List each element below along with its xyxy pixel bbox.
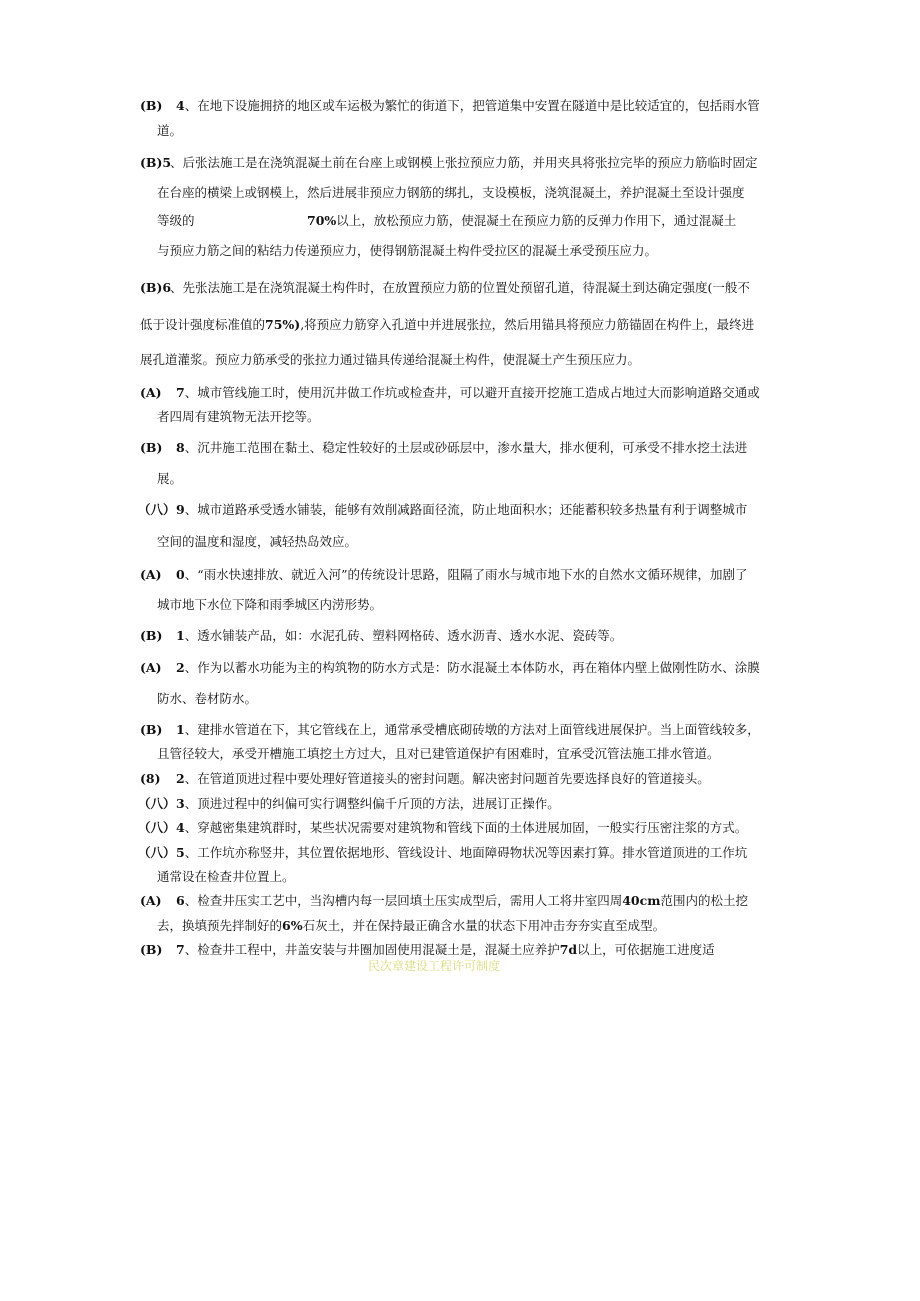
- item-line: 4、在地下设施拥挤的地区或车运极为繁忙的街道下，把管道集中安置在隧道中是比较适宜的，包括雨水管: [176, 98, 760, 113]
- item-line: 3、顶进过程中的纠偏可实行调整纠偏千斤顶的方法，进展订正操作。: [176, 796, 560, 811]
- item-line: 70%以上，放松预应力筋，使混凝土在预应力筋的反弹力作用下，通过混凝土: [307, 213, 737, 228]
- item-line: 低于设计强度标准值的75%),将预应力筋穿入孔道中并进展张拉，然后用锚具将预应力筋锚固在构件上，最终进: [140, 317, 755, 332]
- item-line: 去，换填预先拌制好的6%石灰土，并在保持最正确含水量的状态下用冲击夯夯实直至成型。: [157, 918, 666, 933]
- item-marker: (B): [140, 440, 163, 455]
- item-marker: (A): [140, 893, 162, 908]
- item-line: 与预应力筋之间的粘结力传递预应力，使得钢筋混凝土构件受拉区的混凝土承受预压应力。: [157, 243, 658, 258]
- bold-value: 70%: [307, 213, 337, 228]
- item-line: 城市地下水位下降和雨季城区内涝形势。: [157, 597, 383, 612]
- item-line: 展。: [157, 471, 183, 486]
- item-line: 1、建排水管道在下，其它管线在上，通常承受槽底砌砖墩的方法对上面管线进展保护。当上面管线较多，: [176, 722, 760, 737]
- item-marker: (B): [140, 98, 163, 113]
- item-line: 道。: [157, 123, 183, 138]
- item-line: 等级的: [157, 213, 195, 228]
- item-number: 5: [176, 845, 185, 860]
- item-number: 6: [176, 893, 185, 908]
- item-line: 4、穿越密集建筑群时，某些状况需要对建筑物和管线下面的土体进展加固，一般实行压密注浆的方式。: [176, 820, 748, 835]
- item-line: 0、“雨水快速排放、就近入河”的传统设计思路，阻隔了雨水与城市地下水的自然水文循环规律，加剧了: [176, 567, 748, 582]
- item-line: 通常设在检查井位置上。: [157, 869, 295, 884]
- item-line: 空间的温度和湿度，减轻热岛效应。: [157, 534, 358, 549]
- item-line: 2、作为以蓄水功能为主的构筑物的防水方式是：防水混凝土本体防水，再在箱体内壁上做刚性防水、涂膜: [176, 660, 760, 675]
- item-marker: (B): [140, 722, 163, 737]
- item-line: 者四周有建筑物无法开挖等。: [157, 409, 320, 424]
- item-line: 1、透水铺装产品，如：水泥孔砖、塑料网格砖、透水沥青、透水水泥、瓷砖等。: [176, 628, 623, 643]
- item-line: 5、工作坑亦称竖井，其位置依据地形、管线设计、地面障碍物状况等因素打算。排水管道顶进的工作坑: [176, 845, 748, 860]
- item-number: 1: [176, 722, 185, 737]
- item-line: 7、检查井工程中，井盖安装与井圈加固使用混凝土是，混凝土应养护7d以上，可依据施工进度适: [176, 942, 715, 957]
- item-number: 7: [176, 385, 185, 400]
- item-line: 8、沉井施工范围在黏土、稳定性较好的土层或砂砾层中，渗水量大，排水便利，可承受不排水挖土法进: [176, 440, 748, 455]
- item-line: 7、城市管线施工时，使用沉井做工作坑或检查井，可以避开直接开挖施工造成占地过大而影响道路交通或: [176, 385, 760, 400]
- item-number: 3: [176, 796, 185, 811]
- item-marker: （八）: [138, 796, 176, 811]
- item-number: 4: [176, 98, 185, 113]
- item-number: 7: [176, 942, 185, 957]
- item-marker: （八）: [138, 820, 176, 835]
- item-line: 2、在管道顶进过程中要处理好管道接头的密封问题。解决密封问题首先要选择良好的管道接头。: [176, 771, 710, 786]
- item-line: 防水、卷材防水。: [157, 691, 258, 706]
- item-line: 展孔道灌浆。预应力筋承受的张拉力通过锚具传递给混凝土构件，使混凝土产生预压应力。: [140, 352, 641, 367]
- item-marker: (B): [140, 942, 163, 957]
- item-number: 2: [176, 660, 185, 675]
- item-line: 6、检查井压实工艺中，当沟槽内每一层回填土压实成型后，需用人工将井室四周40cm范围内的松土挖: [176, 893, 748, 908]
- item-marker: (A): [140, 660, 162, 675]
- page-footer-text: 民次章建设工程许可制度: [368, 959, 501, 973]
- item-number: 2: [176, 771, 185, 786]
- item-line: 且管径较大，承受开槽施工填挖土方过大，且对已建管道保护有困难时，宜承受沉管法施工排水管道。: [157, 746, 720, 761]
- item-number: 8: [176, 440, 185, 455]
- item-marker: (B): [140, 628, 163, 643]
- item-line: 在台座的横梁上或钢模上，然后进展非预应力钢筋的绑扎，支设模板，浇筑混凝土，养护混凝土至设计强度: [157, 185, 745, 200]
- item-line: 9、城市道路承受透水铺装，能够有效削减路面径流，防止地面积水；还能蓄积较多热量有利于调整城市: [176, 502, 748, 517]
- item-marker: （八）: [138, 845, 176, 860]
- item-line: 、后张法施工是在浇筑混凝土前在台座上或钢模上张拉预应力筋，并用夹具将张拉完毕的预应力筋临时固定: [170, 155, 758, 170]
- item-number: 1: [176, 628, 185, 643]
- item-marker: (B)5: [140, 155, 172, 170]
- item-line: 、先张法施工是在浇筑混凝土构件时，在放置预应力筋的位置处预留孔道，待混凝土到达确定强度(一般不: [170, 280, 750, 295]
- item-marker: (A): [140, 385, 162, 400]
- item-marker: （八）: [138, 502, 176, 517]
- item-number: 0: [176, 567, 185, 582]
- bold-value: 7d: [559, 942, 578, 957]
- bold-value: 6%: [282, 918, 303, 933]
- item-marker: (A): [140, 567, 162, 582]
- bold-value: 40cm: [622, 893, 661, 908]
- bold-value: 75%): [265, 317, 301, 332]
- item-number: 4: [176, 820, 185, 835]
- item-marker: (B)6: [140, 280, 172, 295]
- item-number: 9: [176, 502, 185, 517]
- item-marker: (8): [140, 771, 161, 786]
